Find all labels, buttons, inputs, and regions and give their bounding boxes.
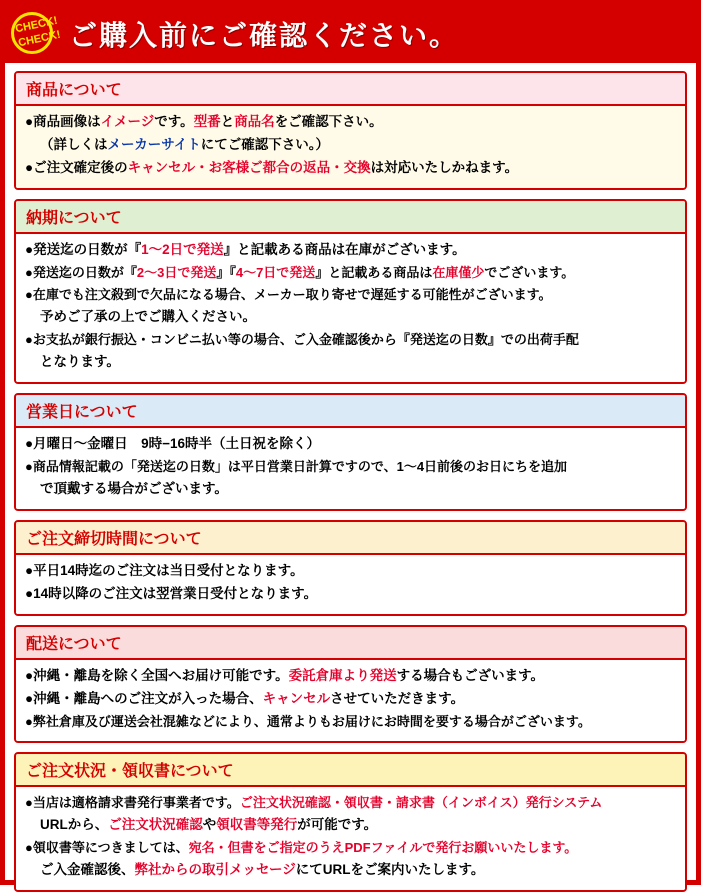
check-badge-icon [9,11,62,57]
section-business-days [14,393,687,511]
text-run: ●商品情報記載の「発送迄の日数」は平日営業日計算ですので、1〜4日前後のお日にちを追加 [25,458,568,474]
text-run: ●月曜日〜金曜日 9時−16時半（土日祝を除く） [25,435,321,451]
text-run-red: 2〜3日で発送 [136,264,217,280]
text-run-red: キャンセル・お客様ご都合の返品・交換 [127,159,371,175]
list-item [25,860,676,881]
text-run-red: キャンセル [262,690,331,706]
section-body-shipping [16,660,685,741]
text-run: となります。 [40,354,120,370]
text-run: ●領収書等につきましては、 [25,839,189,855]
text-run-red: 1〜2日で発送 [141,241,224,257]
text-run: と [220,114,235,129]
text-run-red: イメージ [100,114,155,129]
section-title-business-days: 営業日について [16,395,685,428]
text-run: です。 [154,114,194,129]
text-run: ●発送迄の日数が『 [25,241,142,257]
list-item [25,457,676,477]
text-run: で頂戴する場合がございます。 [40,481,228,497]
section-title-order-status-receipt: ご注文状況・領収書について [16,754,685,787]
list-item [25,838,676,858]
section-order-status-receipt [14,752,687,892]
section-products [14,71,687,190]
text-run-red: 弊社からの取引メッセージ [134,861,296,877]
section-body-delivery-time [16,234,685,382]
badge-text-line1: CHECK! [14,14,59,36]
badge-text-line2: CHECK! [17,28,62,50]
list-item [25,479,676,500]
text-run: 』『 [216,264,236,280]
list-item [25,112,676,133]
text-run: は対応いたしかねます。 [370,159,519,175]
text-run: ●発送迄の日数が『 [25,264,137,280]
text-run: 』と記載ある商品は在庫がございます。 [223,241,466,257]
text-run-blue: メーカーサイト [107,136,201,152]
text-run: ●当店は適格請求書発行事業者です。 [25,794,240,810]
section-title-products: 商品について [16,73,685,106]
text-run-red: 4〜7日で発送 [235,264,316,280]
text-run: ●平日14時迄のご注文は当日受付となります。 [25,562,304,578]
section-delivery-time [14,199,687,384]
list-item [25,689,676,710]
list-item [25,240,676,261]
text-run-red: 型番 [193,114,221,129]
text-run: をご確認下さい。 [274,114,383,129]
list-item [25,352,676,373]
section-title-order-cutoff: ご注文締切時間について [16,522,685,555]
text-run-red: ご注文状況確認・領収書・請求書（インボイス）発行システム [239,794,603,810]
section-order-cutoff [14,520,687,616]
text-run: でございます。 [484,264,575,280]
text-run: （詳しくは [40,136,108,152]
text-run: ●お支払が銀行振込・コンビニ払い等の場合、ご入金確認後から『発送迄の日数』での出荷手配 [25,331,579,347]
text-run: させていただきます。 [330,690,465,706]
page-title: ご購入前にご確認ください。 [69,20,460,51]
text-run-red: 委託倉庫より発送 [288,667,397,683]
section-title-shipping: 配送について [16,627,685,660]
list-item [25,434,676,455]
notice-body [5,63,696,892]
text-run: ●弊社倉庫及び運送会社混雑などにより、通常よりもお届けにお時間を要する場合がございます。 [25,713,591,729]
text-run: 予めご了承の上でご購入ください。 [40,308,256,324]
text-run: する場合もございます。 [396,667,544,683]
text-run: ご入金確認後、 [40,861,135,877]
text-run: 下さい。） [268,136,330,152]
text-run: や [202,816,217,832]
text-run: URLから、 [40,816,109,832]
text-run: ●商品画像は [25,114,101,129]
text-run: ●沖縄・離島を除く全国へお届け可能です。 [25,667,289,683]
text-run: ●ご注文確定後の [25,159,128,175]
text-run: ●在庫でも注文殺到で欠品になる場合、メーカー取り寄せで遅延する可能性がございます。 [25,286,552,302]
section-shipping [14,625,687,743]
section-body-products [16,106,685,188]
list-item [25,666,676,687]
page-header [5,5,696,63]
list-item [25,307,676,328]
section-body-order-cutoff [16,555,685,614]
text-run: にてご確認 [200,136,269,152]
text-run: にてURLをご案内いたします。 [295,861,485,877]
list-item [25,561,676,582]
list-item [25,584,676,605]
text-run-red: 商品名 [234,114,275,129]
list-item [25,815,676,836]
text-run: ●14時以降のご注文は翌営業日受付となります。 [25,585,318,601]
text-run-red: ご注文状況確認 [108,816,203,832]
text-run: 』と記載ある商品は [315,264,433,280]
list-item [25,793,676,813]
list-item [25,135,676,156]
section-title-delivery-time: 納期について [16,201,685,234]
text-run-red: 宛名・但書をご指定のうえPDFファイルで発行お願いいたします。 [188,839,578,855]
text-run: ●沖縄・離島へのご注文が入った場合、 [25,690,263,706]
text-run-red: 在庫僅少 [432,264,485,280]
section-body-order-status-receipt [16,787,685,890]
section-body-business-days [16,428,685,509]
list-item [25,285,676,305]
list-item [25,263,676,283]
list-item [25,712,676,732]
text-run-red: 領収書等発行 [216,816,298,832]
text-run: が可能です。 [297,816,378,832]
list-item [25,330,676,350]
list-item [25,158,676,179]
